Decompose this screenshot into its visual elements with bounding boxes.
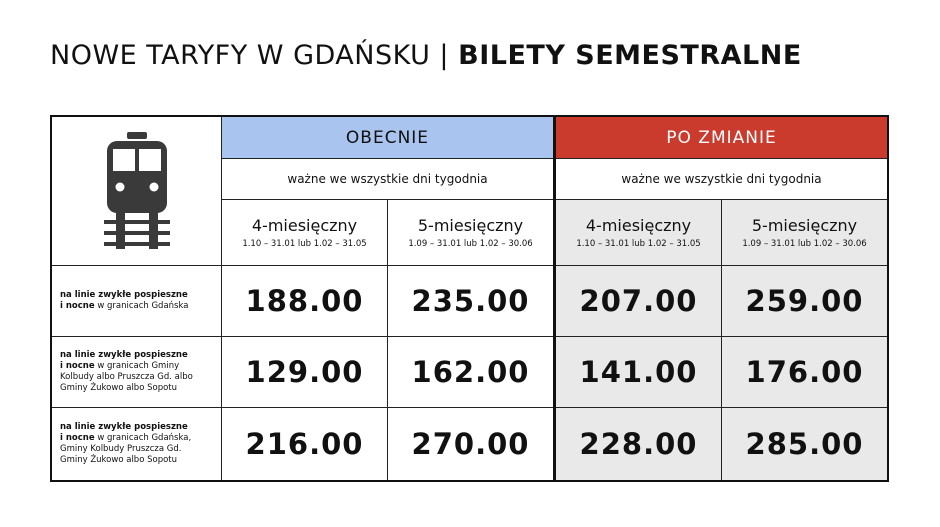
period-header-new-5: 5-miesięczny 1.09 – 31.01 lub 1.02 – 30.06 (721, 199, 888, 266)
page-title: NOWE TARYFY W GDAŃSKU | BILETY SEMESTRALNE (50, 40, 802, 71)
period-header-current-5: 5-miesięczny 1.09 – 31.01 lub 1.02 – 30.06 (387, 199, 554, 266)
row-label: na linie zwykłe pospieszne i nocne w granicach Gdańska (51, 265, 222, 337)
group-header-new: PO ZMIANIE (555, 116, 888, 159)
price-cell: 285.00 (721, 407, 888, 481)
validity-new: ważne we wszystkie dni tygodnia (555, 158, 888, 200)
validity-current: ważne we wszystkie dni tygodnia (221, 158, 554, 200)
period-header-current-4: 4-miesięczny 1.10 – 31.01 lub 1.02 – 31.05 (221, 199, 388, 266)
price-cell: 141.00 (555, 336, 722, 408)
row-label: na linie zwykłe pospieszne i nocne w granicach Gminy Kolbudy albo Pruszcza Gd. albo Gminy Żukowo albo Sopotu (51, 336, 222, 408)
price-cell: 188.00 (221, 265, 388, 337)
price-cell: 207.00 (555, 265, 722, 337)
price-cell: 129.00 (221, 336, 388, 408)
price-cell: 162.00 (387, 336, 554, 408)
price-cell: 235.00 (387, 265, 554, 337)
period-header-new-4: 4-miesięczny 1.10 – 31.01 lub 1.02 – 31.05 (555, 199, 722, 266)
table-outline-current (50, 115, 555, 482)
price-cell: 216.00 (221, 407, 388, 481)
price-cell: 228.00 (555, 407, 722, 481)
price-cell: 176.00 (721, 336, 888, 408)
price-cell: 259.00 (721, 265, 888, 337)
row-label: na linie zwykłe pospieszne i nocne w granicach Gdańska, Gminy Kolbudy Pruszcza Gd. Gminy Żukowo albo Sopotu (51, 407, 222, 481)
table-outline-new (554, 115, 889, 482)
group-header-current: OBECNIE (221, 116, 554, 159)
price-cell: 270.00 (387, 407, 554, 481)
